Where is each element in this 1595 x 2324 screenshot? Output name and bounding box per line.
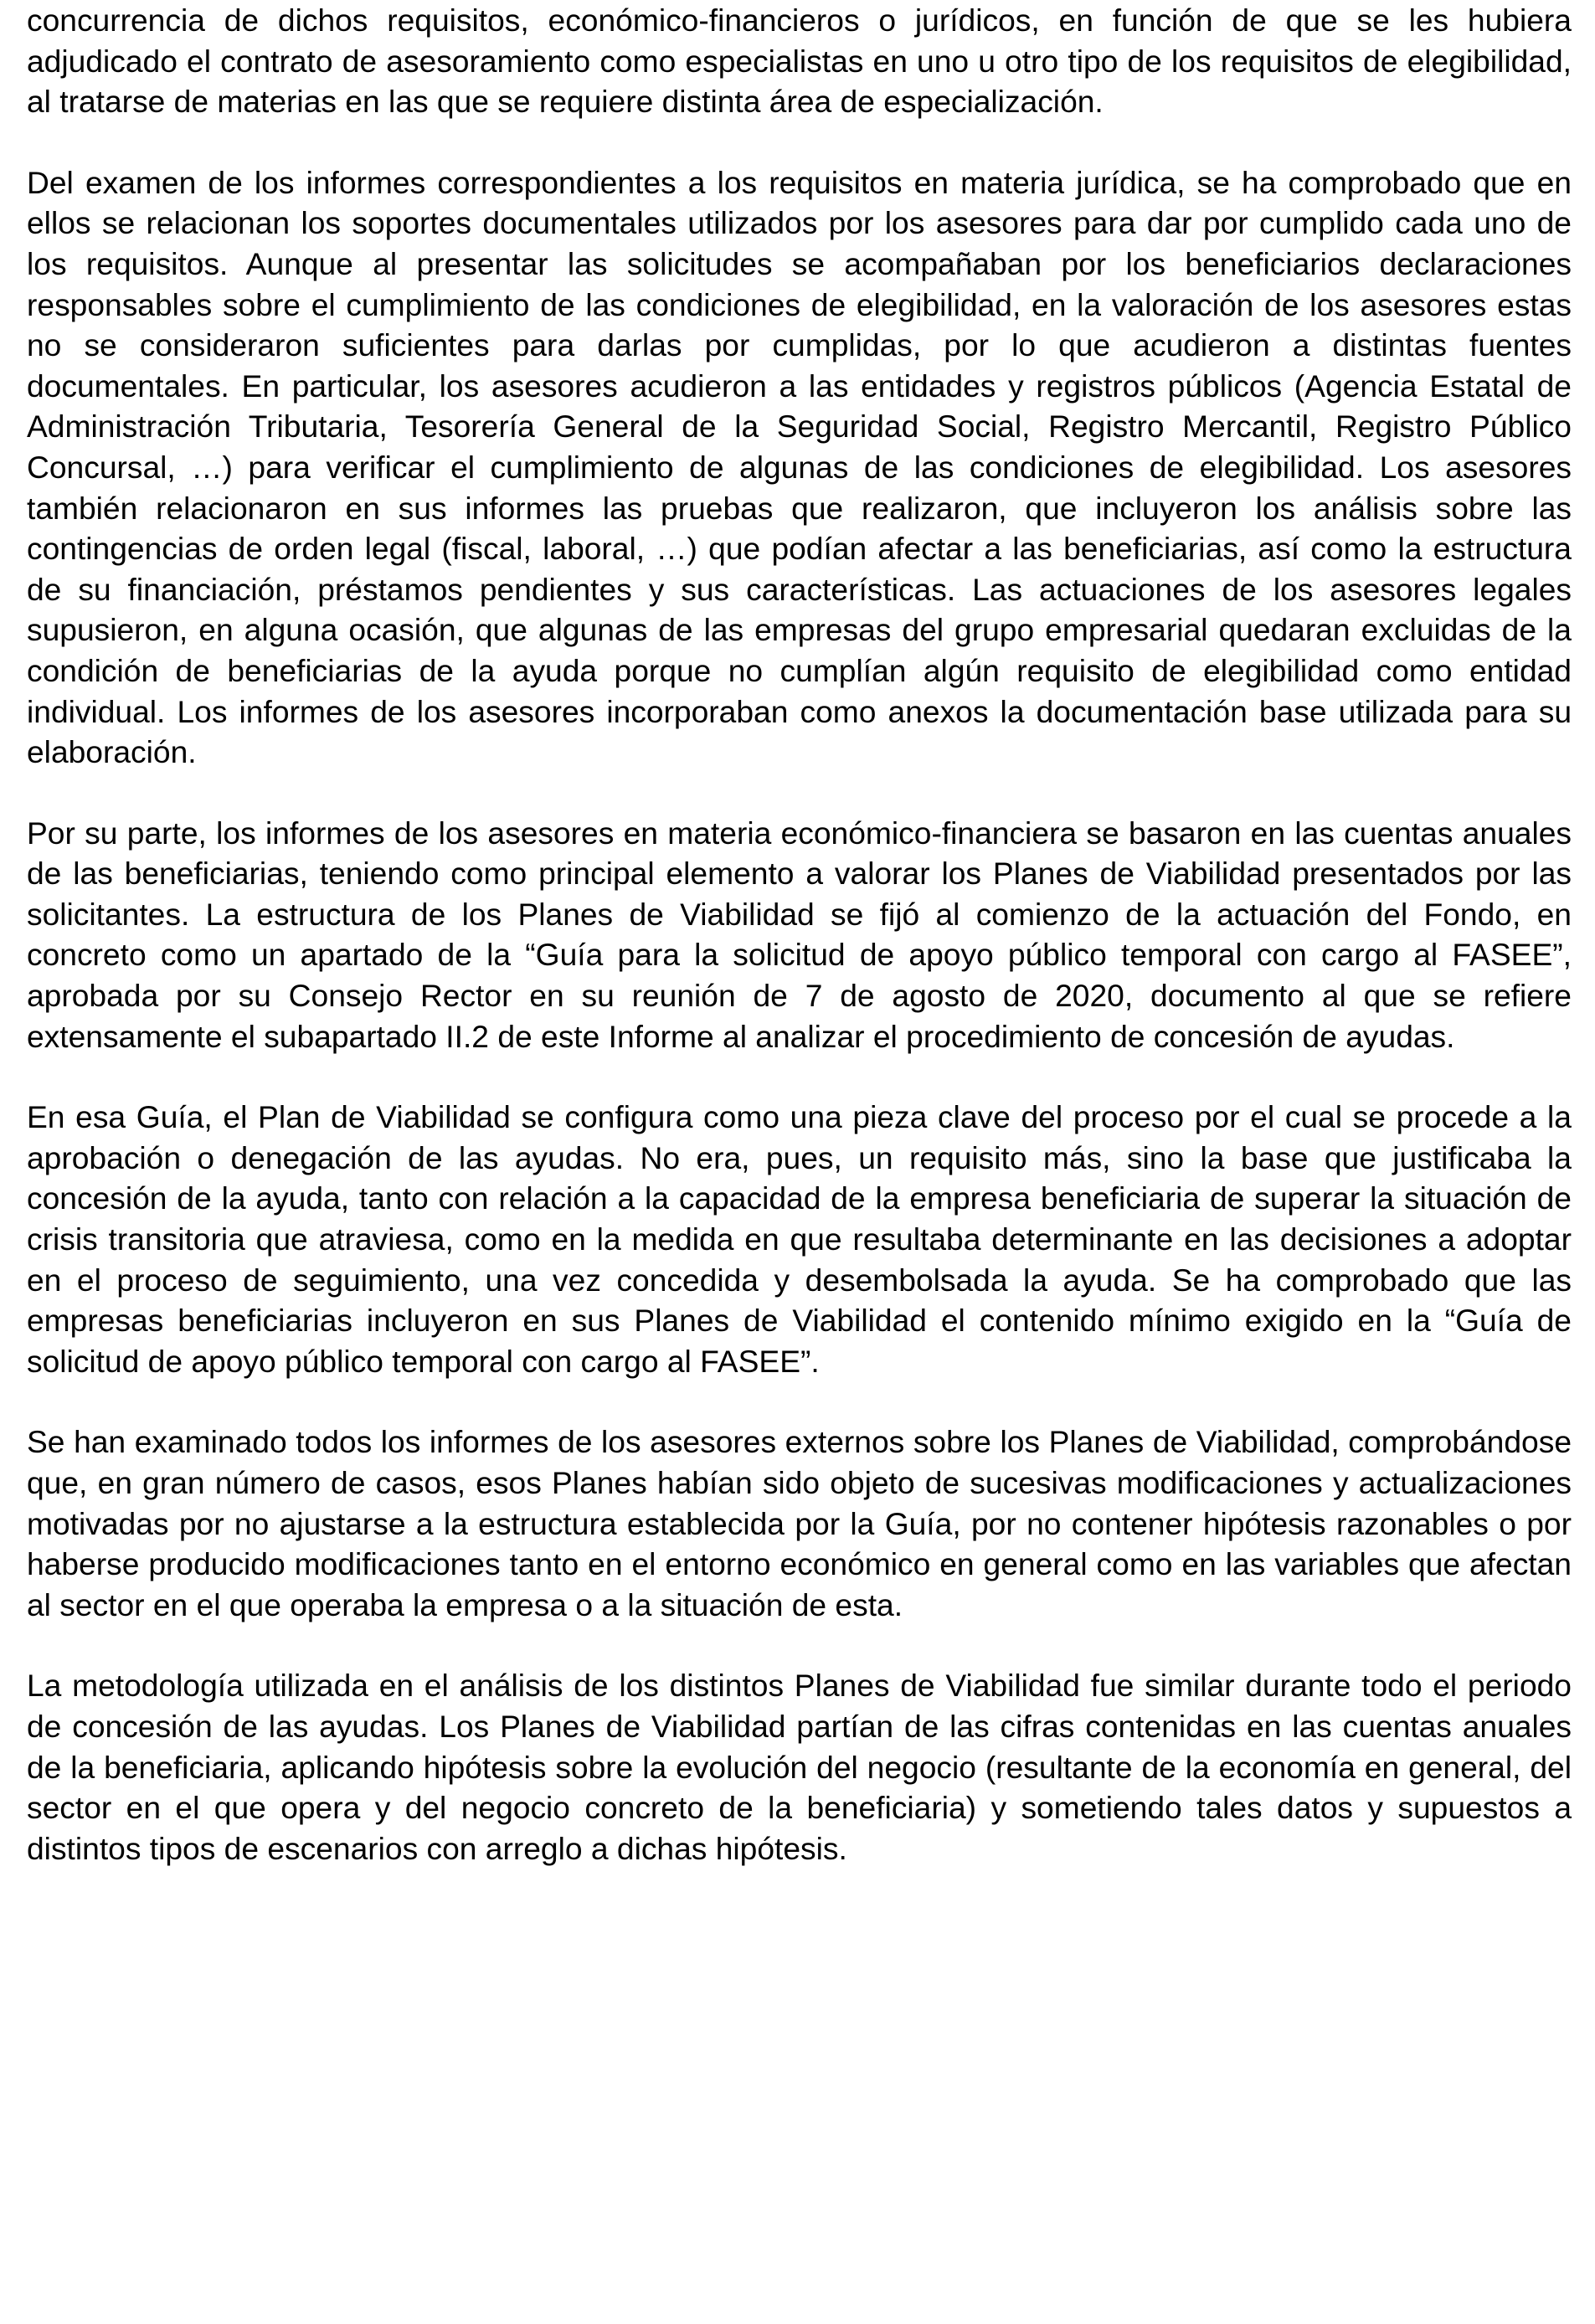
document-page bbox=[27, 0, 1572, 1909]
paragraph-6: La metodología utilizada en el análisis de los distintos Planes de Viabilidad fue similar durante todo el periodo de concesión de las ayudas. Los Planes de Viabilidad partían de las cifras contenidas en las cuentas anuales de la beneficiaria, aplicando hipótesis sobre la evolución del negocio (resultante de la economía en general, del sector en el que opera y del negocio concreto de la beneficiaria) y sometiendo tales datos y supuestos a distintos tipos de escenarios con arreglo a dichas hipótesis. bbox=[27, 1668, 1572, 1866]
paragraph-5: Se han examinado todos los informes de los asesores externos sobre los Planes de Viabilidad, comprobándose que, en gran número de casos, esos Planes habían sido objeto de sucesivas modificaciones y actualizaciones motivadas por no ajustarse a la estructura establecida por la Guía, por no contener hipótesis razonables o por haberse producido modificaciones tanto en el entorno económico en general como en las variables que afectan al sector en el que operaba la empresa o a la situación de esta. bbox=[27, 1424, 1572, 1622]
paragraph-1: concurrencia de dichos requisitos, económico-financieros o jurídicos, en función de que se les hubiera adjudicado el contrato de asesoramiento como especialistas en uno u otro tipo de los requisitos de elegibilidad, al tratarse de materias en las que se requiere distinta área de especialización. bbox=[27, 3, 1572, 120]
paragraph-2: Del examen de los informes correspondientes a los requisitos en materia jurídica, se ha comprobado que en ellos se relacionan los soportes documentales utilizados por los asesores para dar por cumplido cada uno de los requisitos. Aunque al presentar las solicitudes se acompañaban por los beneficiarios declaraciones responsables sobre el cumplimiento de las condiciones de elegibilidad, en la valoración de los asesores estas no se consideraron suficientes para darlas por cumplidas, por lo que acudieron a distintas fuentes documentales. En particular, los asesores acudieron a las entidades y registros públicos (Agencia Estatal de Administración Tributaria, Tesorería General de la Seguridad Social, Registro Mercantil, Registro Público Concursal, …) para verificar el cumplimiento de algunas de las condiciones de elegibilidad. Los asesores también relacionaron en sus informes las pruebas que realizaron, que incluyeron los análisis sobre las contingencias de orden legal (fiscal, laboral, …) que podían afectar a las beneficiarias, así como la estructura de su financiación, préstamos pendientes y sus características. Las actuaciones de los asesores legales supusieron, en alguna ocasión, que algunas de las empresas del grupo empresarial quedaran excluidas de la condición de beneficiarias de la ayuda porque no cumplían algún requisito de elegibilidad como entidad individual. Los informes de los asesores incorporaban como anexos la documentación base utilizada para su elaboración. bbox=[27, 164, 1572, 770]
paragraph-4: En esa Guía, el Plan de Viabilidad se configura como una pieza clave del proceso por el cual se procede a la aprobación o denegación de las ayudas. No era, pues, un requisito más, sino la base que justificaba la concesión de la ayuda, tanto con relación a la capacidad de la empresa beneficiaria de superar la situación de crisis transitoria que atraviesa, como en la medida en que resultaba determinante en las decisiones a adoptar en el proceso de seguimiento, una vez concedida y desembolsada la ayuda. Se ha comprobado que las empresas beneficiarias incluyeron en sus Planes de Viabilidad el contenido mínimo exigido en la “Guía de solicitud de apoyo público temporal con cargo al FASEE”. bbox=[27, 1099, 1572, 1379]
paragraph-3: Por su parte, los informes de los asesores en materia económico-financiera se basaron en las cuentas anuales de las beneficiarias, teniendo como principal elemento a valorar los Planes de Viabilidad presentados por las solicitantes. La estructura de los Planes de Viabilidad se fijó al comienzo de la actuación del Fondo, en concreto como un apartado de la “Guía para la solicitud de apoyo público temporal con cargo al FASEE”, aprobada por su Consejo Rector en su reunión de 7 de agosto de 2020, documento al que se refiere extensamente el subapartado II.2 de este Informe al analizar el procedimiento de concesión de ayudas. bbox=[27, 815, 1572, 1054]
